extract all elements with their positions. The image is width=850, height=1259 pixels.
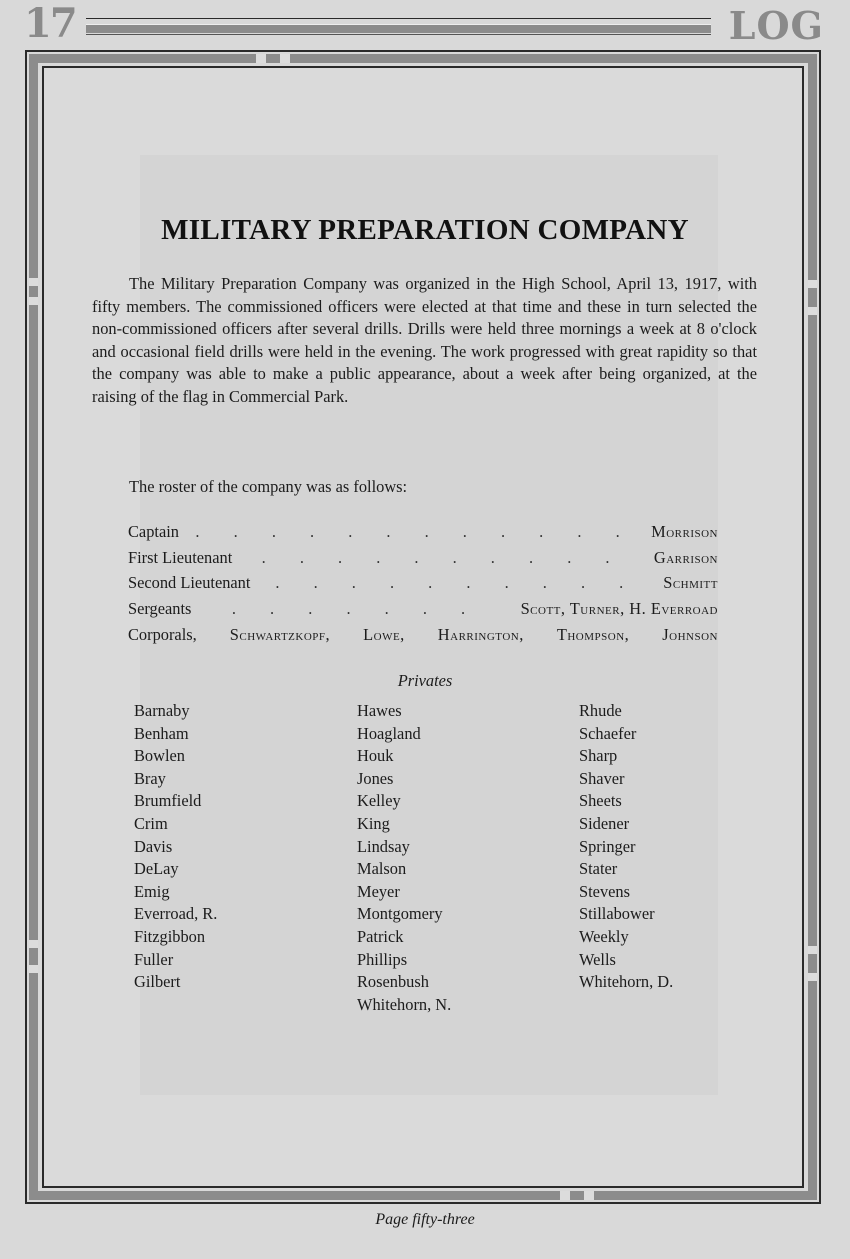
corporal-name: Johnson <box>662 624 718 644</box>
roster-intro: The roster of the company was as follows: <box>129 477 408 496</box>
officer-name: Scott, Turner, H. Everroad <box>520 599 718 619</box>
private-name: Fitzgibbon <box>134 926 206 946</box>
officer-roster <box>128 522 718 650</box>
header-rule-bottom <box>86 34 711 35</box>
private-name: Lindsay <box>357 836 410 856</box>
officer-name: Morrison <box>651 522 718 541</box>
private-name: Rosenbush <box>357 972 429 992</box>
private-name: Springer <box>579 836 636 856</box>
page-number-caption: Page fifty-three <box>375 1211 475 1228</box>
private-name: Wells <box>579 949 616 969</box>
private-name: Jones <box>357 768 394 788</box>
private-name: Hawes <box>357 701 402 720</box>
frame-band-break <box>808 307 817 315</box>
private-name: Stater <box>579 859 618 879</box>
private-name: Stillabower <box>579 904 655 924</box>
privates-column-2 <box>357 700 451 1016</box>
private-name: Meyer <box>357 881 400 901</box>
private-name: King <box>357 813 390 833</box>
private-name: Sheets <box>579 791 622 811</box>
private-name: Whitehorn, D. <box>579 972 674 992</box>
frame-band-break <box>29 278 38 286</box>
dot-leader: . . . . . . . . . . . . <box>195 522 635 541</box>
private-name: Malson <box>357 859 407 879</box>
private-name: Gilbert <box>134 972 181 992</box>
private-name: Everroad, R. <box>134 904 218 924</box>
dot-leader: . . . . . . . . . . <box>275 573 639 593</box>
private-name: Bray <box>134 768 166 788</box>
frame-band-break <box>560 1191 570 1200</box>
roster-row-sergeants <box>128 599 718 625</box>
privates-heading: Privates <box>397 671 453 690</box>
rank-label: Second Lieutenant <box>128 573 251 593</box>
corporal-name: Schwartzkopf, <box>229 624 331 644</box>
private-name: Benham <box>134 723 189 743</box>
publication-logo: LOG <box>728 3 824 48</box>
frame-band-break <box>584 1191 594 1200</box>
frame-band-break <box>29 297 38 305</box>
private-name: Houk <box>357 746 394 766</box>
private-name: Weekly <box>579 926 629 946</box>
private-name: Crim <box>134 813 168 833</box>
private-name: Bowlen <box>134 746 185 766</box>
roster-row-second-lieutenant <box>128 573 718 599</box>
private-name: Kelley <box>357 791 401 811</box>
private-name: Rhude <box>579 701 622 720</box>
private-name: DeLay <box>134 859 179 879</box>
header-rule-top <box>86 18 711 19</box>
frame-band-break <box>808 946 817 954</box>
private-name: Whitehorn, N. <box>357 994 452 1014</box>
header-rule-band <box>86 24 711 33</box>
article-title: MILITARY PREPARATION COMPANY <box>161 214 689 246</box>
private-name: Shaver <box>579 768 625 788</box>
frame-band-break <box>808 280 817 288</box>
corporal-name: Lowe, <box>363 624 405 644</box>
private-name: Phillips <box>357 949 408 969</box>
private-name: Sidener <box>579 813 630 833</box>
private-name: Davis <box>134 836 173 856</box>
frame-band-break <box>280 54 290 63</box>
dot-leader: . . . . . . . <box>231 599 481 619</box>
roster-row-captain <box>128 522 718 548</box>
officer-name: Garrison <box>653 547 718 567</box>
rank-label: Corporals, <box>128 624 197 644</box>
private-name: Sharp <box>579 746 618 766</box>
article-paragraph: The Military Preparation Company was organized in the High School, April 13, 1917, with fifty members. The commissioned officers were elected at that time and these in turn selected the non-commissioned officers after several drills. Drills were held three mornings a week at 8 o'clock and occasional field drills were held in the evening. The work progressed with great rapidity so that the company was able to make a public appearance, about a week after being organized, at the raising of the flag in Commercial Park. <box>92 274 757 406</box>
private-name: Fuller <box>134 949 174 969</box>
roster-row-first-lieutenant <box>128 548 718 574</box>
privates-column-3 <box>579 700 673 994</box>
private-name: Hoagland <box>357 723 421 743</box>
page-folio-number: 17 <box>24 0 76 47</box>
officer-name: Schmitt <box>663 573 718 593</box>
rank-label: Captain <box>128 522 179 541</box>
roster-row-corporals <box>128 625 718 651</box>
dot-leader: . . . . . . . . . . <box>261 547 625 567</box>
frame-band-break <box>29 940 38 948</box>
corporal-name: Thompson, <box>556 624 630 644</box>
frame-band-break <box>29 965 38 973</box>
private-name: Montgomery <box>357 904 443 924</box>
rank-label: Sergeants <box>128 599 192 619</box>
private-name: Patrick <box>357 926 404 946</box>
private-name: Brumfield <box>134 791 202 811</box>
private-name: Emig <box>134 881 170 901</box>
private-name: Barnaby <box>134 701 190 720</box>
frame-band-break <box>808 973 817 981</box>
private-name: Stevens <box>579 881 630 901</box>
private-name: Schaefer <box>579 723 637 743</box>
frame-band-break <box>256 54 266 63</box>
rank-label: First Lieutenant <box>128 547 233 567</box>
corporal-name: Harrington, <box>437 624 524 644</box>
privates-column-1 <box>134 700 217 994</box>
